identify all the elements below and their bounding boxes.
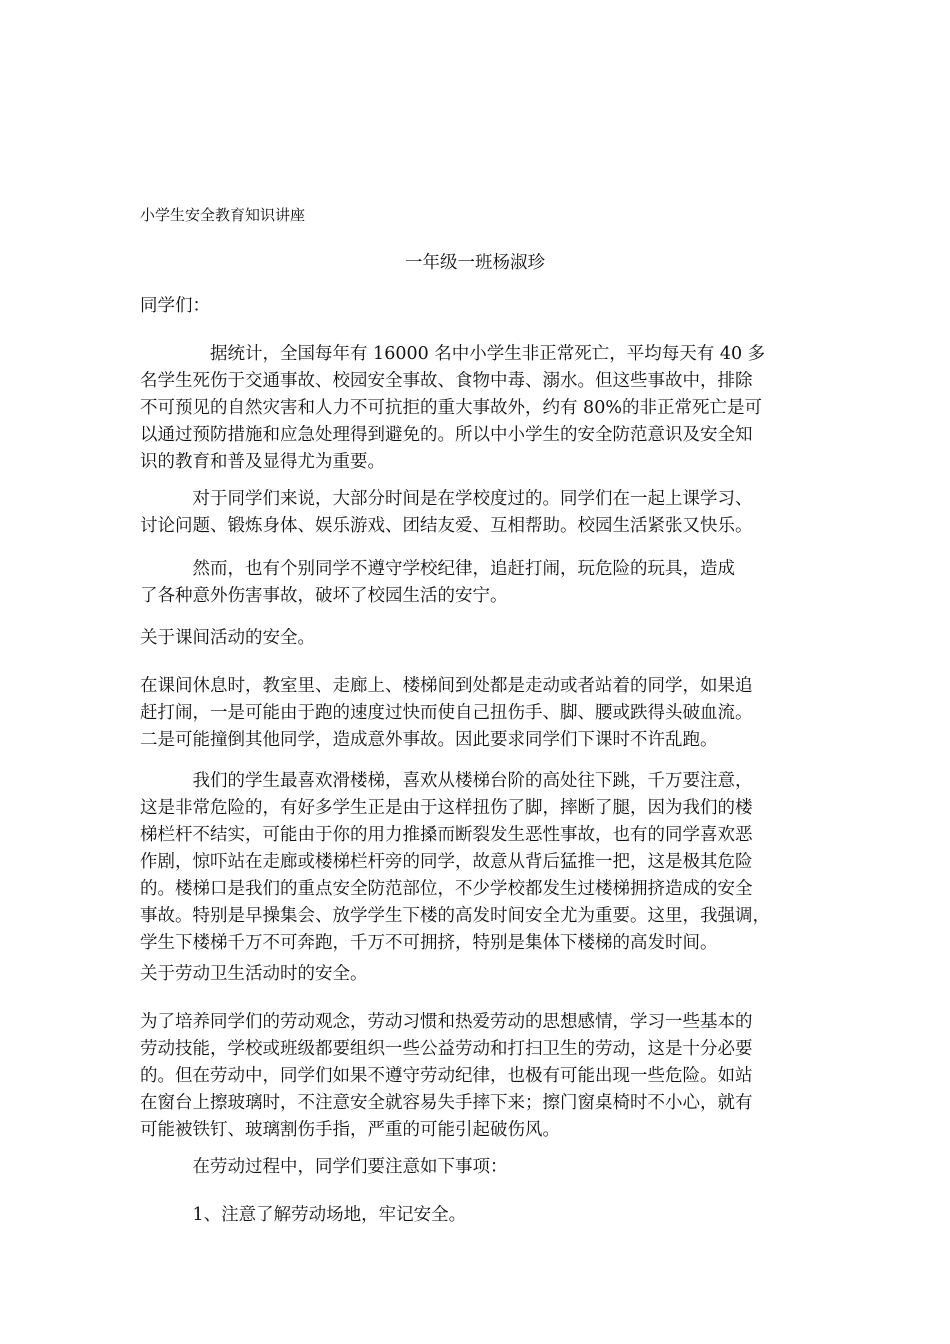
paragraph-line: 可能被铁钉、玻璃割伤手指，严重的可能引起破伤风。	[140, 1120, 560, 1140]
paragraph-line: 识的教育和普及显得尤为重要。	[140, 452, 385, 472]
section-heading: 关于劳动卫生活动时的安全。	[140, 964, 368, 984]
paragraph-line: 据统计，全国每年有 16000 名中小学生非正常死亡，平均每天有 40 多	[140, 344, 766, 364]
paragraph-line: 二是可能撞倒其他同学，造成意外事故。因此要求同学们下课时不许乱跑。	[140, 730, 718, 750]
paragraph-line: 的。楼梯口是我们的重点安全防范部位，不少学校都发生过楼梯拥挤造成的安全	[140, 879, 753, 899]
paragraph-line: 了各种意外伤害事故，破坏了校园生活的安宁。	[140, 586, 508, 606]
paragraph-line: 劳动技能，学校或班级都要组织一些公益劳动和打扫卫生的劳动，这是十分必要	[140, 1039, 753, 1059]
paragraph-school-life	[140, 486, 830, 540]
paragraph-line: 这是非常危险的，有好多学生正是由于这样扭伤了脚，摔断了腿，因为我们的楼	[140, 798, 753, 818]
paragraph-line: 的。但在劳动中，同学们如果不遵守劳动纪律，也极有可能出现一些危险。如站	[140, 1066, 753, 1086]
paragraph-line: 在课间休息时，教室里、走廊上、楼梯间到处都是走动或者站着的同学，如果追	[140, 676, 753, 696]
author-line: 一年级一班杨淑珍	[405, 253, 545, 273]
section-heading-labor-safety	[140, 961, 830, 988]
paragraph-discipline	[140, 556, 830, 610]
paragraph-line: 对于同学们来说，大部分时间是在学校度过的。同学们在一起上课学习、	[140, 489, 753, 509]
paragraph-break-time	[140, 673, 830, 754]
paragraph-line: 学生下楼梯千万不可奔跑，千万不可拥挤，特别是集体下楼梯的高发时间。	[140, 933, 718, 953]
paragraph-line: 在窗台上擦玻璃时，不注意安全就容易失手摔下来；擦门窗桌椅时不小心，就有	[140, 1093, 753, 1113]
paragraph-line: 以通过预防措施和应急处理得到避免的。所以中小学生的安全防范意识及安全知	[140, 425, 753, 445]
paragraph-line: 不可预见的自然灾害和人力不可抗拒的重大事故外，约有 80%的非正常死亡是可	[140, 398, 762, 418]
paragraph-line: 事故。特别是早操集会、放学学生下楼的高发时间安全尤为重要。这里，我强调，	[140, 906, 770, 926]
paragraph-statistics	[140, 341, 830, 476]
paragraph-labor-notes	[140, 1154, 830, 1181]
paragraph-line: 我们的学生最喜欢滑楼梯，喜欢从楼梯台阶的高处往下跳，千万要注意，	[140, 771, 753, 791]
section-heading: 关于课间活动的安全。	[140, 628, 315, 648]
paragraph-line: 赶打闹，一是可能由于跑的速度过快而使自己扭伤手、脚、腰或跌得头破血流。	[140, 703, 753, 723]
paragraph-line: 名学生死伤于交通事故、校园安全事故、食物中毒、溺水。但这些事故中，排除	[140, 371, 753, 391]
paragraph-labor	[140, 1009, 830, 1144]
paragraph-line: 为了培养同学们的劳动观念，劳动习惯和热爱劳动的思想感情，学习一些基本的	[140, 1012, 753, 1032]
paragraph-line: 作剧，惊吓站在走廊或楼梯栏杆旁的同学，故意从背后猛推一把，这是极其危险	[140, 852, 753, 872]
list-item-1	[140, 1202, 830, 1229]
paragraph-line: 梯栏杆不结实，可能由于你的用力推搡而断裂发生恶性事故，也有的同学喜欢恶	[140, 825, 753, 845]
document-title: 小学生安全教育知识讲座	[140, 206, 306, 224]
paragraph-stairs	[140, 768, 830, 957]
paragraph-line: 然而，也有个别同学不遵守学校纪律，追赶打闹，玩危险的玩具，造成	[140, 559, 735, 579]
paragraph-line: 同学们：	[140, 296, 210, 316]
paragraph-line: 讨论问题、锻炼身体、娱乐游戏、团结友爱、互相帮助。校园生活紧张又快乐。	[140, 516, 753, 536]
paragraph-greeting	[140, 293, 830, 320]
section-heading-break-activities	[140, 625, 830, 652]
paragraph-line: 1、注意了解劳动场地，牢记安全。	[140, 1205, 467, 1225]
paragraph-line: 在劳动过程中，同学们要注意如下事项：	[140, 1157, 508, 1177]
